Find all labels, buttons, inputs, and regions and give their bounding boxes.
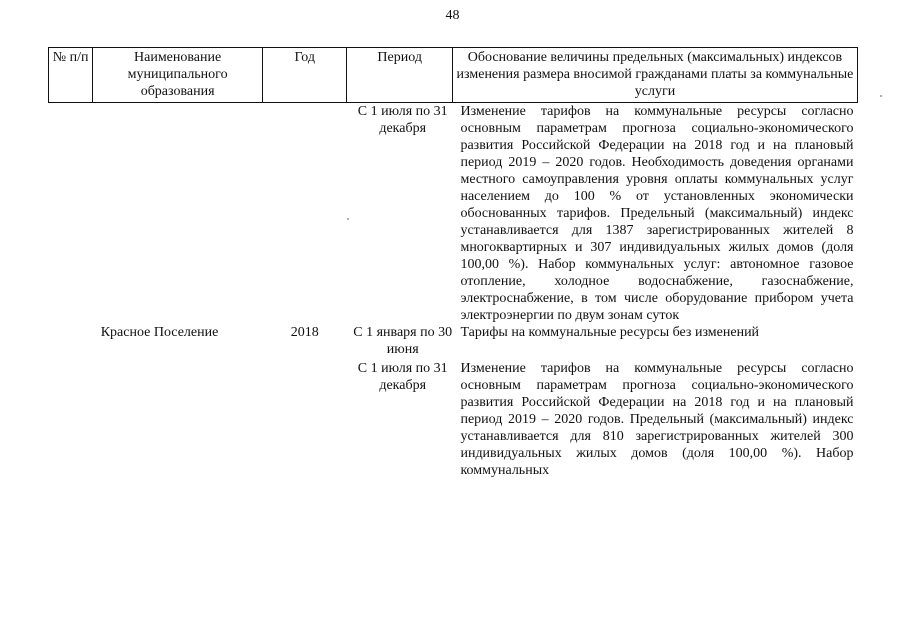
row-municipality: [93, 103, 263, 325]
tariff-index-table: [48, 47, 858, 479]
row-period: С 1 июля по 31 декабря: [357, 104, 448, 136]
row-justification: Изменение тарифов на коммунальные ресурсы согласно основным параметрам прогноза социально-экономического развития Российской Федерации на 2018 год и на плановый период 2019 – 2020 годов. Предельный (максимальный) индекс устанавливается для 810 зарегистрированных жителей 300 индивидуальных жилых домов (доля 100,00 %). Набор коммунальных: [460, 361, 854, 478]
table-row: [49, 358, 858, 479]
row-number: [49, 324, 93, 358]
row-number: [49, 358, 93, 479]
scan-speck: [347, 218, 349, 220]
row-number: [49, 103, 93, 325]
row-justification: Изменение тарифов на коммунальные ресурсы согласно основным параметрам прогноза социально-экономического развития Российской Федерации на 2018 год и на плановый период 2019 – 2020 годов. Необходимость доведения органами местного самоуправления уровня оплаты коммунальных услуг населением до 100 % от установленных экономически обоснованных тарифов. Предельный (максимальный) индекс устанавливается для 1387 зарегистрированных жителей 8 многоквартирных и 307 индивидуальных жилых домов (доля 100,00 %). Набор коммунальных услуг: автономное газовое отопление, холодное водоснабжение, газоснабжение, электроснабжение, в том числе оборудование прибором учета электроэнергии по двум зонам суток: [460, 104, 854, 323]
page-number: 48: [445, 8, 460, 23]
header-justification: Обоснование величины предельных (максимальных) индексов изменения размера вносимой гражданами платы за коммунальные услуги: [452, 48, 857, 103]
row-period: С 1 июля по 31 декабря: [357, 361, 448, 393]
row-municipality: Красное Поселение: [100, 325, 219, 340]
row-year: 2018: [290, 325, 319, 340]
header-period: Период: [347, 48, 453, 103]
header-number: № п/п: [49, 48, 93, 103]
header-year: Год: [263, 48, 347, 103]
row-municipality: [93, 358, 263, 479]
table-row: [49, 103, 858, 325]
row-year: [263, 358, 347, 479]
table-row: [49, 324, 858, 358]
header-municipality: Наименование муниципального образования: [93, 48, 263, 103]
scan-speck: [880, 95, 882, 97]
row-period: С 1 января по 30 июня: [353, 325, 453, 357]
row-justification: Тарифы на коммунальные ресурсы без изменений: [460, 325, 760, 340]
table-header-row: [49, 48, 858, 103]
row-year: [263, 103, 347, 325]
